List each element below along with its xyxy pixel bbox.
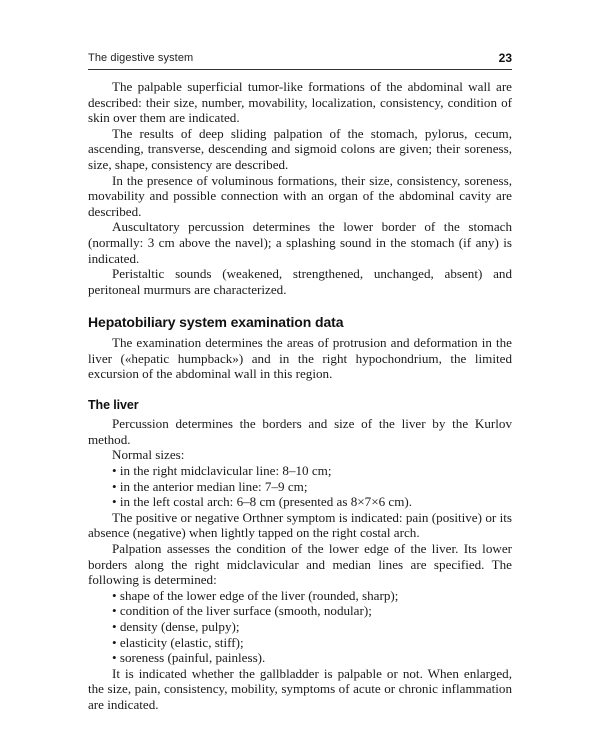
list-item: • in the right midclavicular line: 8–10 cm; xyxy=(112,463,332,479)
subsection-heading: The liver xyxy=(88,397,139,412)
list-item: • density (dense, pulpy); xyxy=(112,619,240,634)
normal-sizes-label: Normal sizes: xyxy=(112,447,185,463)
paragraph-examination: The examination determines the areas of protrusion and deformation in the liver («hepatic humpback») and in the right hypochondrium, the limited excursion of the abdominal wall in this region. xyxy=(88,334,512,382)
header-rule xyxy=(88,69,512,70)
list-item: • in the left costal arch: 6–8 cm (presented as 8×7×6 cm). xyxy=(112,494,413,510)
paragraph-deep-palpation: The results of deep sliding palpation of the stomach, pylorus, cecum, ascending, transverse, descending and sigmoid colons are given; their soreness, size, shape, consistency are described. xyxy=(88,125,512,172)
paragraph-palpation: Palpation assesses the condition of the lower edge of the liver. Its lower borders along the right midclavicular and median lines are specified. The following is determined: xyxy=(88,541,512,588)
paragraph-gallbladder: It is indicated whether the gallbladder is palpable or not. When enlarged, the size, pain, consistency, mobility, symptoms of acute or chronic inflammation are indicated. xyxy=(88,665,512,712)
list-item: • elasticity (elastic, stiff); xyxy=(112,634,244,650)
page-number: 23 xyxy=(498,51,512,65)
paragraph-voluminous-formations: In the presence of voluminous formations, their size, consistency, soreness, movability and possible connection with an organ of the abdominal cavity are described. xyxy=(88,172,512,219)
running-head-title: The digestive system xyxy=(88,52,194,64)
list-item: • soreness (painful, painless). xyxy=(112,650,266,666)
paragraph-peristaltic-sounds: Peristaltic sounds (weakened, strengthened, unchanged, absent) and peritoneal murmurs are characterized. xyxy=(88,266,512,297)
paragraph-abdominal-wall: The palpable superficial tumor-like formations of the abdominal wall are described: their size, number, movability, localization, consistency, condition of skin over them are indicated. xyxy=(88,79,512,126)
list-item: • condition of the liver surface (smooth, nodular); xyxy=(112,603,372,619)
paragraph-percussion: Percussion determines the borders and size of the liver by the Kurlov method. xyxy=(88,416,512,447)
section-heading: Hepatobiliary system examination data xyxy=(88,314,344,331)
running-head xyxy=(88,52,512,70)
list-item: • shape of the lower edge of the liver (rounded, sharp); xyxy=(112,587,399,603)
body-text xyxy=(88,79,512,713)
paragraph-orthner: The positive or negative Orthner symptom is indicated: pain (positive) or its absence (negative) when lightly tapped on the right costal arch. xyxy=(88,509,512,541)
list-item: • in the anterior median line: 7–9 cm; xyxy=(112,478,308,494)
paragraph-auscultatory-percussion: Auscultatory percussion determines the lower border of the stomach (normally: 3 cm above the navel); a splashing sound in the stomach (if any) is indicated. xyxy=(88,219,512,266)
